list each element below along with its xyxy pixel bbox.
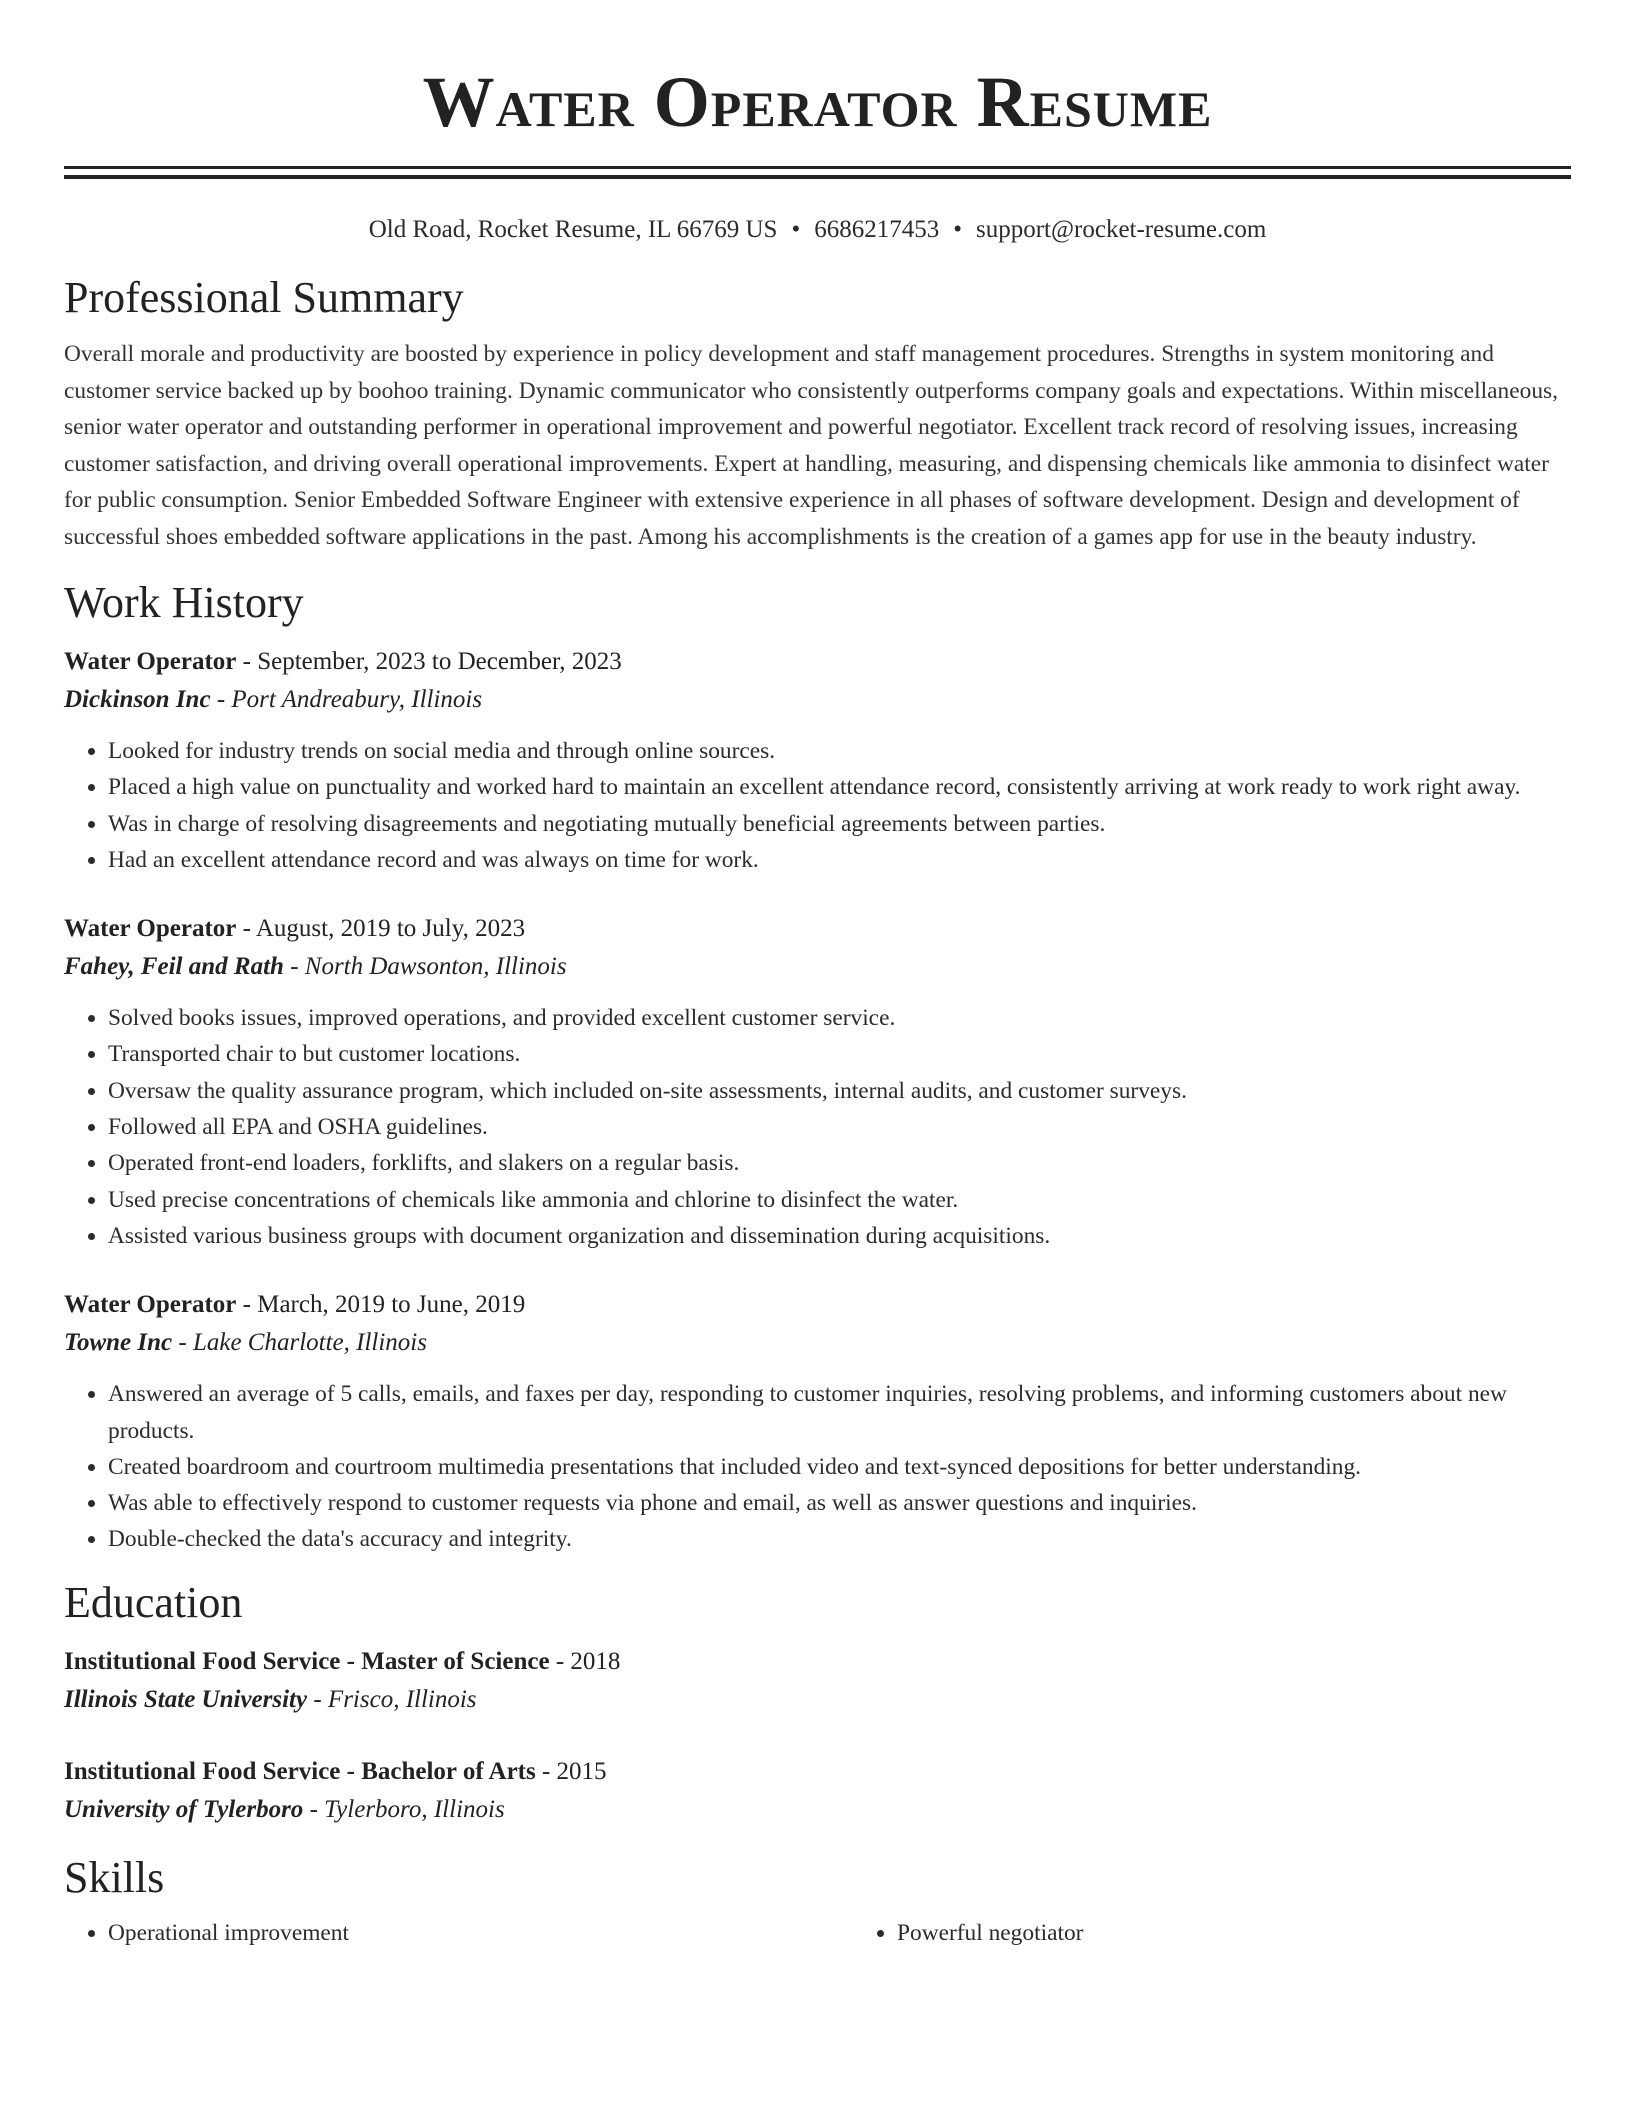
- list-item: • Followed all EPA and OSHA guidelines.: [108, 1109, 1571, 1145]
- job-dates: - September, 2023 to December, 2023: [236, 648, 622, 675]
- contact-separator: •: [791, 216, 801, 243]
- skills-column-right: [853, 1915, 1632, 1951]
- education-header: [64, 1753, 1571, 1791]
- list-item: • Double-checked the data's accuracy and integrity.: [108, 1521, 1571, 1557]
- job-company: Fahey, Feil and Rath: [64, 953, 284, 981]
- skills-list: [64, 1915, 1571, 1951]
- education-header: [64, 1643, 1571, 1681]
- job-employer: [64, 1324, 1571, 1362]
- job-employer: [64, 948, 1571, 986]
- contact-email: support@rocket-resume.com: [976, 216, 1267, 243]
- job-company: Towne Inc: [64, 1329, 173, 1357]
- list-item: • Was able to effectively respond to customer requests via phone and email, as well as answer questions and inquiries.: [108, 1485, 1571, 1521]
- list-item: • Assisted various business groups with document organization and dissemination during acquisitions.: [108, 1218, 1571, 1254]
- job-employer: [64, 681, 1571, 719]
- resume-page: [64, 0, 1571, 1951]
- education-year: - 2015: [535, 1757, 607, 1785]
- education-degree: Institutional Food Service - Bachelor of Arts: [64, 1757, 536, 1785]
- list-item: • Oversaw the quality assurance program, which included on-site assessments, internal audits, and customer surveys.: [108, 1073, 1571, 1109]
- job-title: Water Operator: [64, 1291, 237, 1319]
- job-header: [64, 643, 1571, 681]
- resume-title: Water Operator Resume: [422, 62, 1213, 142]
- title-rule-bottom: [64, 175, 1571, 179]
- skills-column-left: [64, 1915, 853, 1951]
- skill-item: • Operational improvement: [108, 1915, 853, 1951]
- skill-item: • Powerful negotiator: [897, 1915, 1632, 1951]
- job-entry: [64, 1286, 1571, 1557]
- list-item: • Created boardroom and courtroom multimedia presentations that included video and text-synced depositions for better understanding.: [108, 1449, 1571, 1485]
- job-title: Water Operator: [64, 915, 237, 943]
- job-header: [64, 910, 1571, 948]
- list-item: • Placed a high value on punctuality and worked hard to maintain an excellent attendance record, consistently arriving at work ready to work right away.: [108, 769, 1571, 805]
- education-heading: Education: [64, 1577, 243, 1627]
- education-school: University of Tylerboro: [64, 1795, 304, 1823]
- education-location: - Tylerboro, Illinois: [303, 1795, 505, 1823]
- list-item: • Transported chair to but customer locations.: [108, 1036, 1571, 1072]
- job-location: - Lake Charlotte, Illinois: [172, 1329, 427, 1357]
- education-school-line: [64, 1681, 1571, 1719]
- skills-heading: Skills: [64, 1852, 165, 1902]
- list-item: • Operated front-end loaders, forklifts, and slakers on a regular basis.: [108, 1145, 1571, 1181]
- job-company: Dickinson Inc: [64, 686, 211, 713]
- job-bullets: [64, 733, 1571, 878]
- job-dates: - March, 2019 to June, 2019: [236, 1291, 526, 1319]
- education-year: - 2018: [549, 1647, 621, 1675]
- contact-line: [64, 213, 1571, 247]
- job-entry: [64, 910, 1571, 1254]
- education-entry: [64, 1643, 1571, 1719]
- education-school: Illinois State University: [64, 1685, 308, 1713]
- title-rule-top: [64, 166, 1571, 169]
- education-degree: Institutional Food Service - Master of Science: [64, 1647, 550, 1675]
- contact-address: Old Road, Rocket Resume, IL 66769 US: [368, 216, 778, 243]
- job-bullets: [64, 1376, 1571, 1557]
- job-bullets: [64, 1000, 1571, 1254]
- education-location: - Frisco, Illinois: [307, 1685, 477, 1713]
- contact-separator: •: [953, 216, 962, 243]
- list-item: • Used precise concentrations of chemicals like ammonia and chlorine to disinfect the water.: [108, 1182, 1571, 1218]
- job-location: - North Dawsonton, Illinois: [283, 953, 567, 981]
- job-dates: - August, 2019 to July, 2023: [236, 915, 526, 943]
- list-item: • Had an excellent attendance record and was always on time for work.: [108, 842, 1571, 878]
- summary-text: Overall morale and productivity are boosted by experience in policy development and staff management procedures. Strengths in system monitoring and customer service backed up by boohoo training. Dynamic communicator who consistently outperforms company goals and expectations. Within miscellaneous, senior water operator and outstanding performer in operational improvement and powerful negotiator. Excellent track record of resolving issues, increasing customer satisfaction, and driving overall operational improvements. Expert at handling, measuring, and dispensing chemicals like ammonia to disinfect water for public consumption. Senior Embedded Software Engineer with extensive experience in all phases of software development. Design and development of successful shoes embedded software applications in the past. Among his accomplishments is the creation of a games app for use in the beauty industry.: [64, 341, 1558, 550]
- job-location: - Port Andreabury, Illinois: [210, 686, 483, 713]
- list-item: • Answered an average of 5 calls, emails, and faxes per day, responding to customer inquiries, resolving problems, and informing customers about new products.: [108, 1376, 1571, 1449]
- job-title: Water Operator: [64, 648, 237, 675]
- education-school-line: [64, 1791, 1571, 1829]
- education-entry: [64, 1753, 1571, 1829]
- summary-heading: Professional Summary: [64, 273, 464, 322]
- list-item: • Was in charge of resolving disagreements and negotiating mutually beneficial agreements between parties.: [108, 806, 1571, 842]
- work-history-heading: Work History: [64, 578, 304, 627]
- contact-phone: 6686217453: [814, 216, 940, 243]
- job-entry: [64, 643, 1571, 878]
- job-header: [64, 1286, 1571, 1324]
- list-item: • Solved books issues, improved operations, and provided excellent customer service.: [108, 1000, 1571, 1036]
- list-item: • Looked for industry trends on social media and through online sources.: [108, 733, 1571, 769]
